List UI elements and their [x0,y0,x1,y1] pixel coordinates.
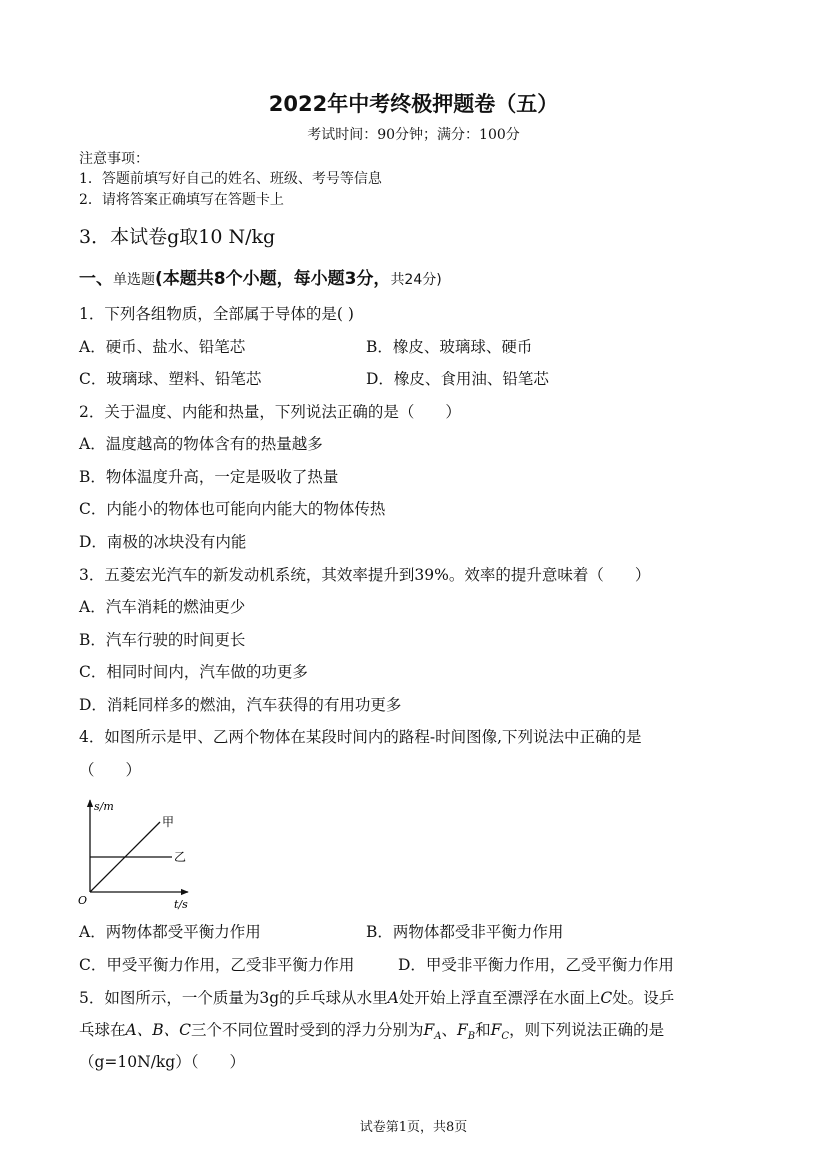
exam-info: 考试时间：90分钟；满分：100分 [307,127,520,143]
x-axis-label: t/s [174,898,188,911]
force-fb: F [457,1021,468,1039]
question-5-stem-line-2 [79,1018,664,1042]
notice-item-1: 1．答题前填写好自己的姓名、班级、考号等信息 [79,171,382,187]
point-c: C [600,989,613,1007]
q5-sep: 、 [441,1021,457,1039]
question-2-option-c: C．内能小的物体也可能向内能大的物体传热 [79,500,386,518]
question-4-stem: 4．如图所示是甲、乙两个物体在某段时间内的路程-时间图像,下列说法中正确的是 [79,728,642,746]
section-main: (本题共8个小题，每小题3分， [155,269,391,289]
q5-l2-mid: 三个不同位置时受到的浮力分别为 [190,1021,424,1039]
q5-and: 和 [475,1021,491,1039]
notice-item-3: 3．本试卷g取10 N/kg [79,226,276,248]
force-fc: F [490,1021,502,1039]
question-3-stem: 3．五菱宏光汽车的新发动机系统，其效率提升到39%。效率的提升意味着（ ） [79,566,651,584]
question-1-option-a: A．硬币、盐水、铅笔芯 [79,338,246,356]
section-heading [79,264,442,289]
page-footer: 试卷第1页，共8页 [359,1120,468,1135]
st-graph [72,794,197,912]
question-1-option-c: C．玻璃球、塑料、铅笔芯 [79,370,262,388]
notice-heading: 注意事项： [79,151,149,167]
question-3-option-d: D．消耗同样多的燃油，汽车获得的有用功更多 [79,696,402,714]
question-3-option-c: C．相同时间内，汽车做的功更多 [79,663,308,681]
page-title: 2022年中考终极押题卷（五） [268,92,559,116]
section-prefix: 一、 [79,269,113,289]
question-3-option-b: B．汽车行驶的时间更长 [79,631,246,649]
force-fa: F [423,1021,435,1039]
q5-l1-pre: 5．如图所示，一个质量为3g的乒乓球从水里 [79,989,388,1007]
series-yi-label: 乙 [174,850,187,864]
question-5-stem-line-3: （g=10N/kg）（ ） [79,1053,245,1071]
question-5-stem-line-1 [79,986,674,1008]
series-jia-label: 甲 [162,815,175,829]
question-1-option-b: B．橡皮、玻璃球、硬币 [366,338,533,356]
question-2-option-d: D．南极的冰块没有内能 [79,533,247,551]
question-3-option-a: A．汽车消耗的燃油更少 [79,598,246,616]
force-fa-sub: A [434,1031,442,1043]
question-4-option-b: B．两物体都受非平衡力作用 [366,923,564,941]
q5-l2-post: ，则下列说法正确的是 [509,1021,665,1039]
notice-item-2: 2．请将答案正确填写在答题卡上 [79,192,284,208]
question-1-stem: 1．下列各组物质，全部属于导体的是( ) [79,305,354,323]
question-4-option-a: A．两物体都受平衡力作用 [79,923,261,941]
question-2-stem: 2．关于温度、内能和热量，下列说法正确的是（ ） [79,403,461,421]
q5-l1-mid: 处开始上浮直至漂浮在水面上 [398,989,601,1007]
question-4-stem-cont: （ ） [79,761,142,779]
question-2-option-a: A．温度越高的物体含有的热量越多 [79,435,323,453]
question-4-option-d: D．甲受非平衡力作用，乙受平衡力作用 [398,956,674,974]
section-label: 单选题 [113,272,155,288]
section-suffix: 共24分) [390,272,442,288]
question-4-option-c: C．甲受平衡力作用，乙受非平衡力作用 [79,956,355,974]
question-1-option-d: D．橡皮、食用油、铅笔芯 [366,370,549,388]
origin-label: O [78,894,88,907]
point-a: A [387,989,399,1007]
y-axis-label: s/m [94,800,114,813]
force-fb-sub: B [467,1031,476,1043]
question-2-option-b: B．物体温度升高，一定是吸收了热量 [79,468,339,486]
force-fc-sub: C [501,1031,510,1043]
points-abc: A、B、C [125,1021,191,1039]
q5-l1-post: 处。设乒 [612,989,675,1007]
q5-l2-pre: 乓球在 [79,1021,126,1039]
